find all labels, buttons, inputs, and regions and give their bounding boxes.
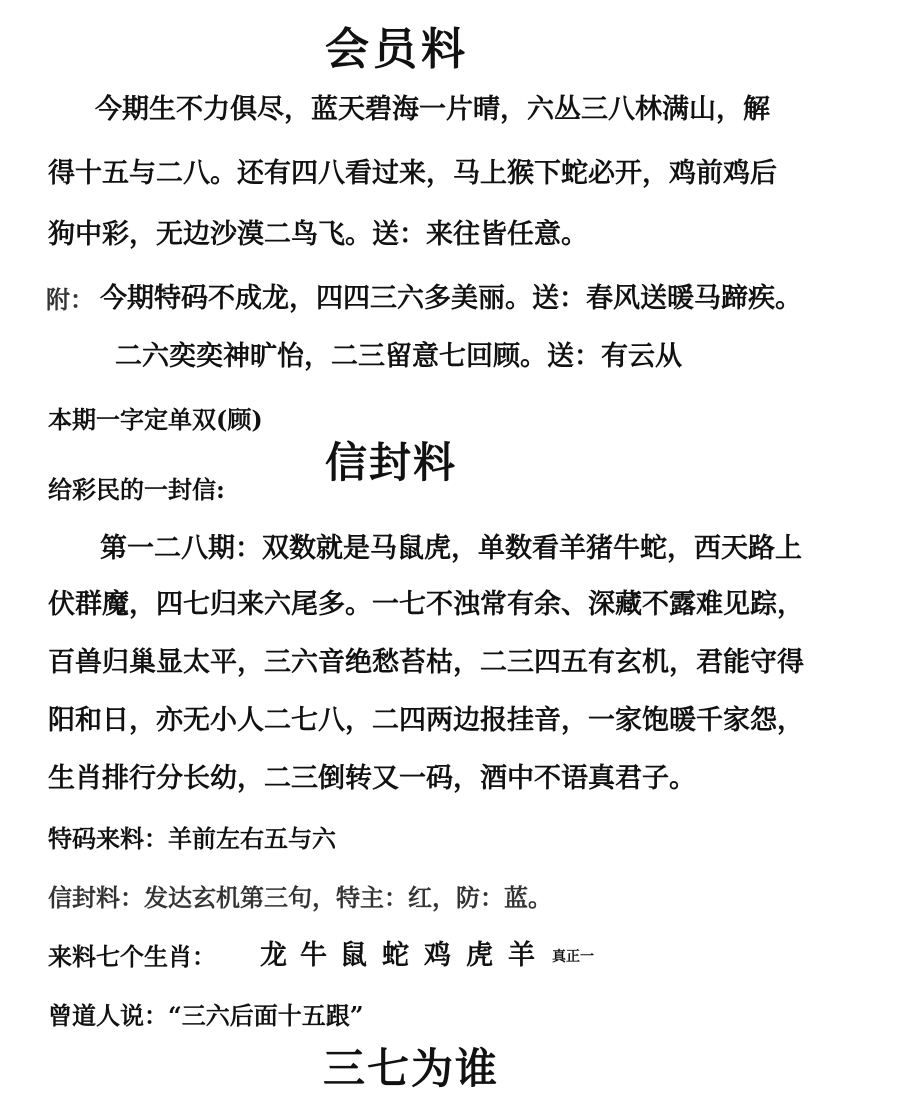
text-line: 今期特码不成龙，四四三六多美丽。送：春风送暖马蹄疾。 [100,283,802,314]
letter-line: 阳和日，亦无小人二七八，二四两边报挂音，一家饱暖千家怨， [48,705,804,736]
zodiac-item: 蛇 [382,940,409,971]
side-mark: 附： [46,285,94,314]
odd-even-line: 本期一字定单双(顾) [48,405,263,434]
letter-line: 生肖排行分长幼，二三倒转又一码，酒中不语真君子。 [48,763,696,794]
text-line: 得十五与二八。还有四八看过来，马上猴下蛇必开，鸡前鸡后 [48,158,777,189]
seven-zodiac-label: 来料七个生肖： [48,942,216,971]
envelope-line: 信封料：发达玄机第三句，特主：红，防：蓝。 [48,883,552,912]
special-code-line: 特码来料：羊前左右五与六 [48,824,336,853]
letter-line: 伏群魔，四七归来六尾多。一七不浊常有余、深藏不露难见踪， [48,589,804,620]
zodiac-item: 鸡 [424,940,451,971]
zodiac-item: 鼠 [340,940,367,971]
text-line: 今期生不力俱尽，蓝天碧海一片晴，六丛三八林满山，解 [95,94,770,125]
zodiac-note: 真正一 [552,949,594,965]
text-line: 狗中彩，无边沙漠二鸟飞。送：来往皆任意。 [48,219,588,250]
title-envelope-info: 信封料 [325,438,458,487]
title-member-info: 会员料 [325,24,469,75]
zodiac-item: 虎 [466,940,493,971]
text-line: 二六奕奕神旷怡，二三留意七回顾。送：有云从 [115,341,682,372]
taoist-quote: 曾道人说：“三六后面十五跟” [48,1001,364,1030]
zodiac-item: 牛 [300,940,327,971]
zodiac-item: 龙 [260,940,287,971]
letter-line: 第一二八期：双数就是马鼠虎，单数看羊猪牛蛇，西天路上 [100,533,802,564]
letter-label: 给彩民的一封信: [48,475,225,504]
zodiac-item: 羊 [508,940,535,971]
letter-line: 百兽归巢显太平，三六音绝愁苔枯，二三四五有玄机，君能守得 [48,647,804,678]
footer-title: 三七为谁 [323,1044,500,1093]
